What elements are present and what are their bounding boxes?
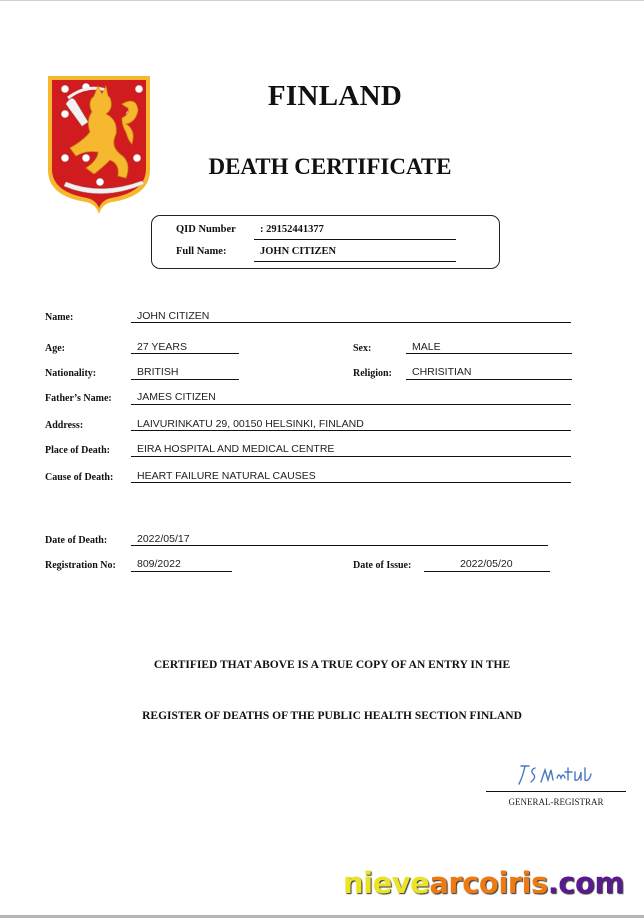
coat-of-arms-icon [46,74,152,216]
qid-label: QID Number [176,224,236,235]
registration-no-label: Registration No: [45,560,116,571]
sex-underline [406,353,572,354]
registration-no-value: 809/2022 [137,558,181,570]
name-value: JOHN CITIZEN [137,310,210,322]
qid-underline [254,239,456,240]
religion-underline [406,379,572,380]
age-label: Age: [45,343,65,354]
religion-label: Religion: [353,368,392,379]
qid-value: : 29152441377 [260,224,324,235]
page-top-border [0,0,644,1]
nationality-underline [131,379,239,380]
place-of-death-value: EIRA HOSPITAL AND MEDICAL CENTRE [137,443,335,455]
religion-value: CHRISITIAN [412,366,472,378]
address-underline [131,430,571,431]
certification-line-1: CERTIFIED THAT ABOVE IS A TRUE COPY OF AN ENTRY IN THE [153,659,511,671]
date-of-death-underline [131,545,548,546]
date-of-death-label: Date of Death: [45,535,108,546]
address-value: LAIVURINKATU 29, 00150 HELSINKI, FINLAND [137,418,364,430]
fullname-value: JOHN CITIZEN [260,246,337,257]
cause-of-death-label: Cause of Death: [45,472,114,483]
watermark-part-1: nieve [343,866,430,900]
fathers-name-value: JAMES CITIZEN [137,391,216,403]
fathers-name-label: Father’s Name: [45,393,112,404]
name-label: Name: [45,312,74,323]
fullname-label: Full Name: [176,246,227,257]
date-of-death-value: 2022/05/17 [137,533,190,545]
place-of-death-underline [131,456,571,457]
registration-no-underline [131,571,232,572]
cause-of-death-value: HEART FAILURE NATURAL CAUSES [137,470,316,482]
nationality-label: Nationality: [45,368,97,379]
fullname-underline [254,261,456,262]
watermark-part-2: arcoiris [429,866,548,900]
signature-line [486,791,626,792]
registrar-title: GENERAL-REGISTRAR [508,797,604,807]
age-value: 27 YEARS [137,341,188,353]
cause-of-death-underline [131,482,571,483]
date-of-issue-value: 2022/05/20 [460,558,513,570]
sex-value: MALE [412,341,441,353]
date-of-issue-label: Date of Issue: [353,560,412,571]
document-title: DEATH CERTIFICATE [208,154,452,179]
date-of-issue-underline [424,571,550,572]
fathers-name-underline [131,404,571,405]
name-underline [131,322,571,323]
watermark [343,866,624,900]
address-label: Address: [45,420,84,431]
place-of-death-label: Place of Death: [45,445,110,456]
certification-line-2: REGISTER OF DEATHS OF THE PUBLIC HEALTH SECTION FINLAND [142,710,522,722]
sex-label: Sex: [353,343,372,354]
age-underline [131,353,239,354]
nationality-value: BRITISH [137,366,179,378]
signature-icon [513,760,595,790]
watermark-part-3: .com [547,866,625,900]
country-title: FINLAND [267,80,403,112]
